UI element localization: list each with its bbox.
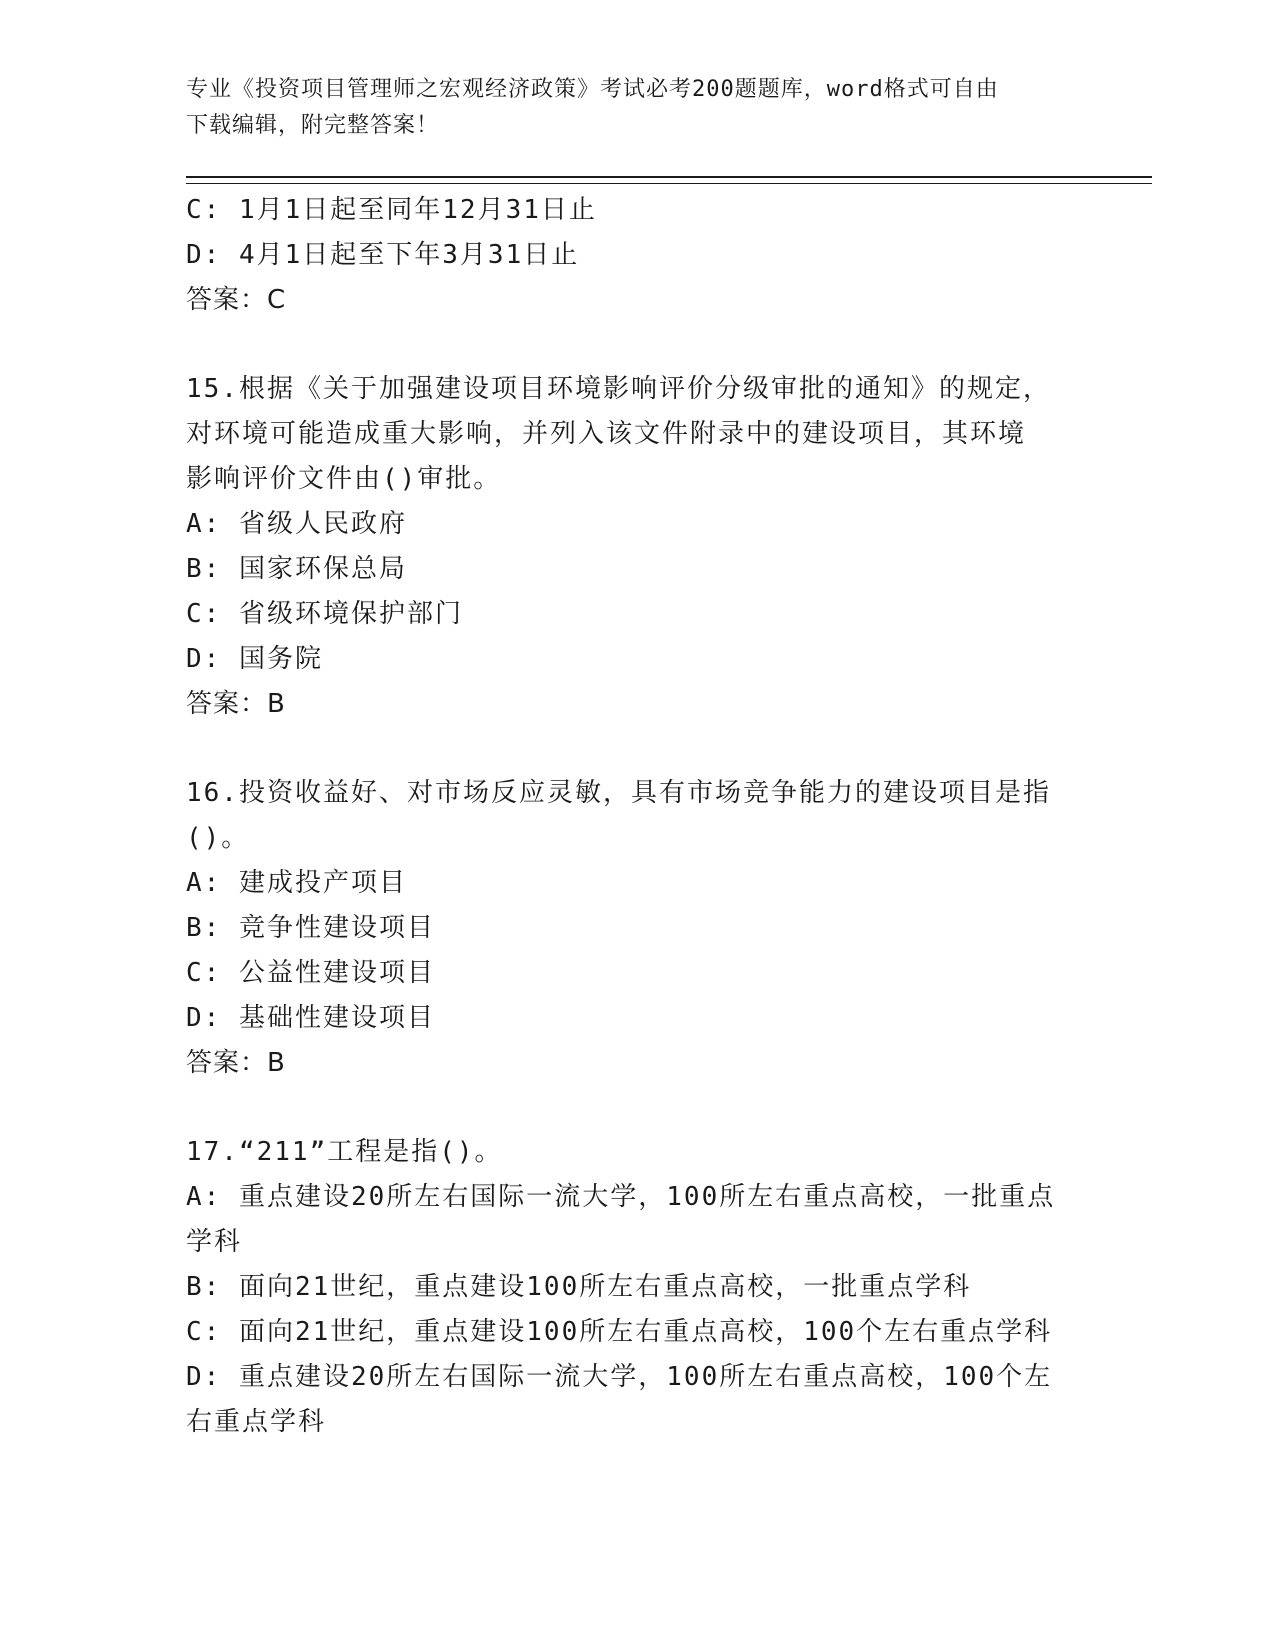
- option-d: D: 4月1日起至下年3月31日止: [186, 240, 580, 270]
- header-divider-thin: [186, 183, 1152, 184]
- option-c: C: 面向21世纪，重点建设100所左右重点高校，100个左右重点学科: [186, 1317, 1053, 1347]
- question-stem: ()。: [186, 823, 250, 853]
- question-spacer: [186, 1086, 1096, 1130]
- option-c: C: 省级环境保护部门: [186, 599, 463, 629]
- document-body: [186, 188, 1096, 1445]
- document-header: [186, 72, 1066, 144]
- option-c: C: 公益性建设项目: [186, 958, 435, 988]
- question-stem: 17.“211”工程是指()。: [186, 1137, 503, 1167]
- question-17: [186, 1130, 1096, 1445]
- option-d-continued: 右重点学科: [186, 1407, 327, 1437]
- option-d: D: 重点建设20所左右国际一流大学，100所左右重点高校，100个左: [186, 1362, 1053, 1392]
- question-spacer: [186, 727, 1096, 771]
- option-b: B: 国家环保总局: [186, 554, 407, 584]
- answer-line: 答案：C: [186, 285, 287, 315]
- header-line-2: 下载编辑，附完整答案！: [186, 113, 440, 138]
- question-stem: 对环境可能造成重大影响，并列入该文件附录中的建设项目，其环境: [186, 419, 1027, 449]
- option-c: C: 1月1日起至同年12月31日止: [186, 195, 597, 225]
- option-b: B: 面向21世纪，重点建设100所左右重点高校，一批重点学科: [186, 1272, 972, 1302]
- question-15: [186, 367, 1096, 727]
- question-spacer: [186, 323, 1096, 367]
- option-d: D: 国务院: [186, 644, 323, 674]
- option-a: A: 省级人民政府: [186, 509, 407, 539]
- option-a: A: 重点建设20所左右国际一流大学，100所左右重点高校，一批重点: [186, 1182, 1056, 1212]
- header-line-1: 专业《投资项目管理师之宏观经济政策》考试必考200题题库，word格式可自由: [186, 77, 999, 102]
- option-b: B: 竞争性建设项目: [186, 913, 435, 943]
- question-stem: 16.投资收益好、对市场反应灵敏，具有市场竞争能力的建设项目是指: [186, 778, 1051, 808]
- header-divider-thick: [186, 176, 1152, 178]
- question-16: [186, 771, 1096, 1086]
- option-d: D: 基础性建设项目: [186, 1003, 435, 1033]
- answer-line: 答案：B: [186, 1048, 286, 1078]
- question-stem: 15.根据《关于加强建设项目环境影响评价分级审批的通知》的规定，: [186, 374, 1051, 404]
- question-stem: 影响评价文件由()审批。: [186, 464, 502, 494]
- question-14-continued: [186, 188, 1096, 323]
- option-a-continued: 学科: [186, 1227, 243, 1257]
- answer-line: 答案：B: [186, 689, 286, 719]
- option-a: A: 建成投产项目: [186, 868, 407, 898]
